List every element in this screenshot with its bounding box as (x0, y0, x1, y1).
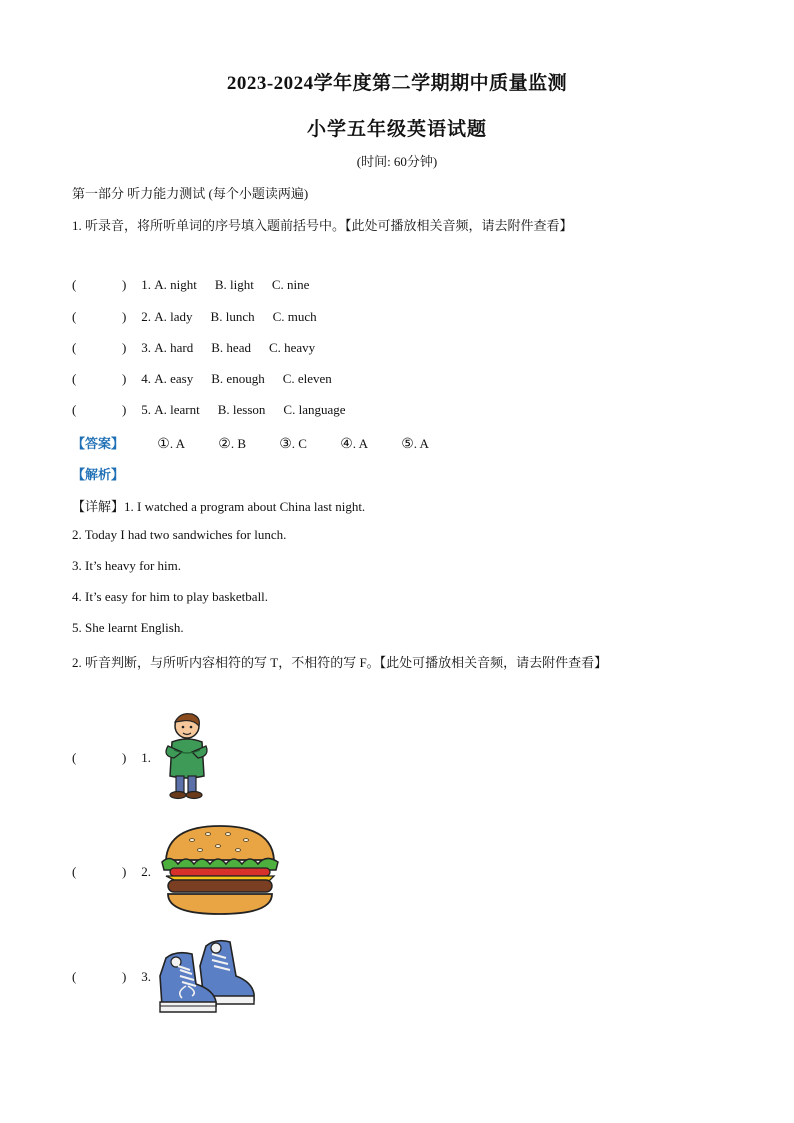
q1-instruction: 1. 听录音，将所听单词的序号填入题前括号中。【此处可播放相关音频，请去附件查看】 (72, 218, 573, 233)
answer-value: . A (413, 436, 429, 451)
answer-value: . A (169, 436, 185, 451)
option-a: A. easy (154, 371, 194, 386)
sneakers-icon (156, 936, 258, 1016)
answer-value: . C (291, 436, 307, 451)
paren-open: ( (72, 969, 77, 984)
answer-label: 【答案】 (72, 436, 125, 451)
answer-value: . B (230, 436, 246, 451)
answer-item (279, 436, 307, 453)
paren-open: ( (72, 309, 77, 324)
q1-row-2 (72, 309, 335, 325)
option-c: C. eleven (282, 371, 332, 386)
exam-subtitle: 小学五年级英语试题 (306, 119, 487, 140)
option-a: A. night (154, 277, 197, 292)
section-heading: 第一部分 听力能力测试 (每个小题读两遍) (72, 186, 309, 201)
row-number: 4. (141, 371, 151, 386)
answer-mark: ② (218, 437, 231, 452)
option-b: B. light (214, 277, 254, 292)
row-number: 1. (141, 277, 151, 292)
row-number: 2. (141, 864, 151, 879)
option-b: B. head (211, 340, 251, 355)
detail-line-2: 2. Today I had two sandwiches for lunch. (72, 527, 287, 542)
boy-in-sweater-icon (160, 712, 210, 800)
paren-open: ( (72, 864, 77, 879)
row-number: 5. (141, 402, 151, 417)
paren-close: ) (122, 340, 127, 355)
detail-text: 1. I watched a program about China last night. (124, 499, 366, 514)
answer-value: . A (352, 436, 368, 451)
option-c: C. language (283, 402, 346, 417)
paren-close: ) (122, 864, 127, 879)
option-c: C. heavy (268, 340, 316, 355)
hamburger-icon (158, 822, 282, 918)
row-number: 3. (141, 969, 151, 984)
q2-row-1 (72, 750, 151, 766)
paren-open: ( (72, 402, 77, 417)
detail-label: 【详解】 (72, 499, 125, 514)
option-a: A. learnt (154, 402, 200, 417)
paren-close: ) (122, 969, 127, 984)
detail-line-1 (72, 496, 365, 515)
paren-close: ) (122, 309, 127, 324)
option-c: C. much (272, 309, 317, 324)
answer-mark: ⑤ (401, 437, 414, 452)
detail-line-5: 5. She learnt English. (72, 620, 184, 635)
paren-close: ) (122, 750, 127, 765)
q2-instruction: 2. 听音判断，与所听内容相符的写 T，不相符的写 F。【此处可播放相关音频，请去附件查看】 (72, 655, 608, 670)
answer-mark: ③ (279, 437, 292, 452)
q2-row-2 (72, 864, 151, 880)
paren-open: ( (72, 340, 77, 355)
exam-time: (时间: 60分钟) (356, 154, 438, 169)
option-c: C. nine (271, 277, 310, 292)
paren-open: ( (72, 277, 77, 292)
answer-mark: ④ (340, 437, 353, 452)
q1-row-1 (72, 277, 327, 293)
option-b: B. lesson (217, 402, 266, 417)
detail-line-3: 3. It’s heavy for him. (72, 558, 182, 573)
exam-title: 2023-2024学年度第二学期期中质量监测 (226, 73, 568, 94)
paren-open: ( (72, 371, 77, 386)
answer-line (72, 433, 429, 453)
answer-item (218, 436, 246, 453)
option-a: A. lady (154, 309, 193, 324)
row-number: 2. (141, 309, 151, 324)
detail-line-4: 4. It’s easy for him to play basketball. (72, 589, 269, 604)
q1-row-4 (72, 371, 350, 387)
option-a: A. hard (154, 340, 194, 355)
q1-row-3 (72, 340, 333, 356)
option-b: B. lunch (210, 309, 255, 324)
option-b: B. enough (211, 371, 265, 386)
paren-close: ) (122, 402, 127, 417)
paren-close: ) (122, 277, 127, 292)
analysis-label: 【解析】 (72, 467, 125, 482)
answer-item (157, 436, 185, 453)
q1-row-5 (72, 402, 364, 418)
paren-close: ) (122, 371, 127, 386)
answer-mark: ① (157, 437, 170, 452)
row-number: 1. (141, 750, 151, 765)
answer-item (340, 436, 368, 453)
paren-open: ( (72, 750, 77, 765)
q2-row-3 (72, 969, 151, 985)
row-number: 3. (141, 340, 151, 355)
answer-item (401, 436, 429, 453)
